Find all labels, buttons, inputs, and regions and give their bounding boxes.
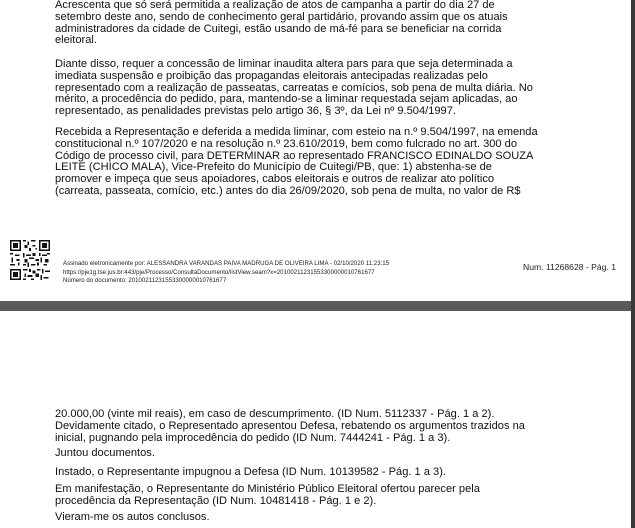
paragraph-impugnation — [55, 467, 545, 479]
text-line: Devidamente citado, o Representado apresentou Defesa, rebatendo os argumentos trazidos na — [55, 420, 525, 432]
paragraph-defense — [55, 421, 545, 445]
paragraph-campaign-date — [55, 0, 545, 47]
text-line: Código de processo civil, para DETERMINAR ao representado FRANCISCO EDINALDO SOUZA — [55, 149, 534, 162]
paragraph-conclusion — [55, 512, 545, 524]
text-line: Diante disso, requer a concessão de liminar inaudita altera pars para que seja determinada a — [55, 58, 513, 70]
text-line: constitucional n.º 107/2020 e na resolução n.º 23.610/2019, bem como fulcrado no art. 300 do — [55, 137, 518, 150]
text-line: Acrescenta que só será permitida a realização de atos de campanha a partir do dia 27 de — [55, 0, 495, 11]
document-number: Número do documento: 20100211231553300000010761677 — [63, 277, 227, 285]
text-line: Recebida a Representação e deferida a medida liminar, com esteio na n.º 9.504/1997, na emenda — [55, 126, 538, 138]
text-line: Em manifestação, o Representante do Ministério Público Eleitoral ofertou parecer pela — [55, 483, 480, 495]
text-line: (carreata, passeata, comício, etc.) antes do dia 26/09/2020, sob pena de multa, no valor de R$ — [55, 184, 521, 197]
text-line: procedência da Representação (ID Num. 10481418 - Pág. 1 e 2). — [55, 494, 377, 507]
text-line: administradores da cidade de Cuitegi, estão usando de má-fé para se beneficiar na corrida — [55, 22, 502, 35]
paragraph-documents — [55, 448, 545, 460]
text-line: 20.000,00 (vinte mil reais), em caso de descumprimento. (ID Num. 5112337 - Pág. 1 a 2). — [55, 408, 495, 420]
paragraph-injunction-request — [55, 59, 545, 118]
text-line: representado com a realização de passeatas, carreatas e comícios, sob pena de multa diária. No — [55, 81, 533, 94]
text-line: eleitoral. — [55, 34, 97, 47]
text-line: inicial, pugnando pela improcedência do pedido (ID Num. 7444241 - Pág. 1 a 3). — [55, 431, 451, 444]
page-separator — [0, 301, 635, 311]
text-line: imediata suspensão e proibição das propagandas eleitorais antecipadas realizadas pelo — [55, 69, 488, 82]
document-url[interactable]: https://pje1g.tse.jus.br:443/pje/Processo/ConsultaDocumento/listView.seam?x=20100211231553300000010761677 — [63, 268, 375, 276]
text-line: Juntou documentos. — [55, 447, 155, 459]
text-line: promover e impeça que seus apoiadores, cabos eleitorais e outros de realizar ato político — [55, 173, 495, 186]
page-reference: Num. 11268628 - Pág. 1 — [523, 262, 616, 272]
text-line: Instado, o Representante impugnou a Defesa (ID Num. 10139582 - Pág. 1 a 3). — [55, 466, 446, 478]
text-line: LEITE (CHICO MALA), Vice-Prefeito do Município de Cuitegi/PB, que: 1) abstenha-se de — [55, 161, 492, 174]
text-line: representado, as penalidades previstas pelo artigo 36, § 3º, da Lei nº 9.504/1997. — [55, 105, 456, 118]
qr-code-icon — [10, 240, 50, 280]
paragraph-prosecutor-opinion — [55, 484, 545, 508]
text-line: setembro deste ano, sendo de conhecimento geral partidário, provando assim que os atuais — [55, 10, 508, 23]
text-line: mérito, a procedência do pedido, para, mantendo-se a liminar requestada sejam aplicadas, ao — [55, 93, 518, 106]
paragraph-injunction-granted — [55, 127, 545, 198]
viewer-edge — [631, 0, 635, 528]
signed-by-line: Assinado eletronicamente por: ALESSANDRA VARANDAS PAIVA MADRUGA DE OLIVEIRA LIMA - 02/10/2020 11:23:15 — [63, 260, 390, 267]
signature-block — [63, 260, 389, 286]
text-line: Vieram-me os autos conclusos. — [55, 511, 210, 523]
